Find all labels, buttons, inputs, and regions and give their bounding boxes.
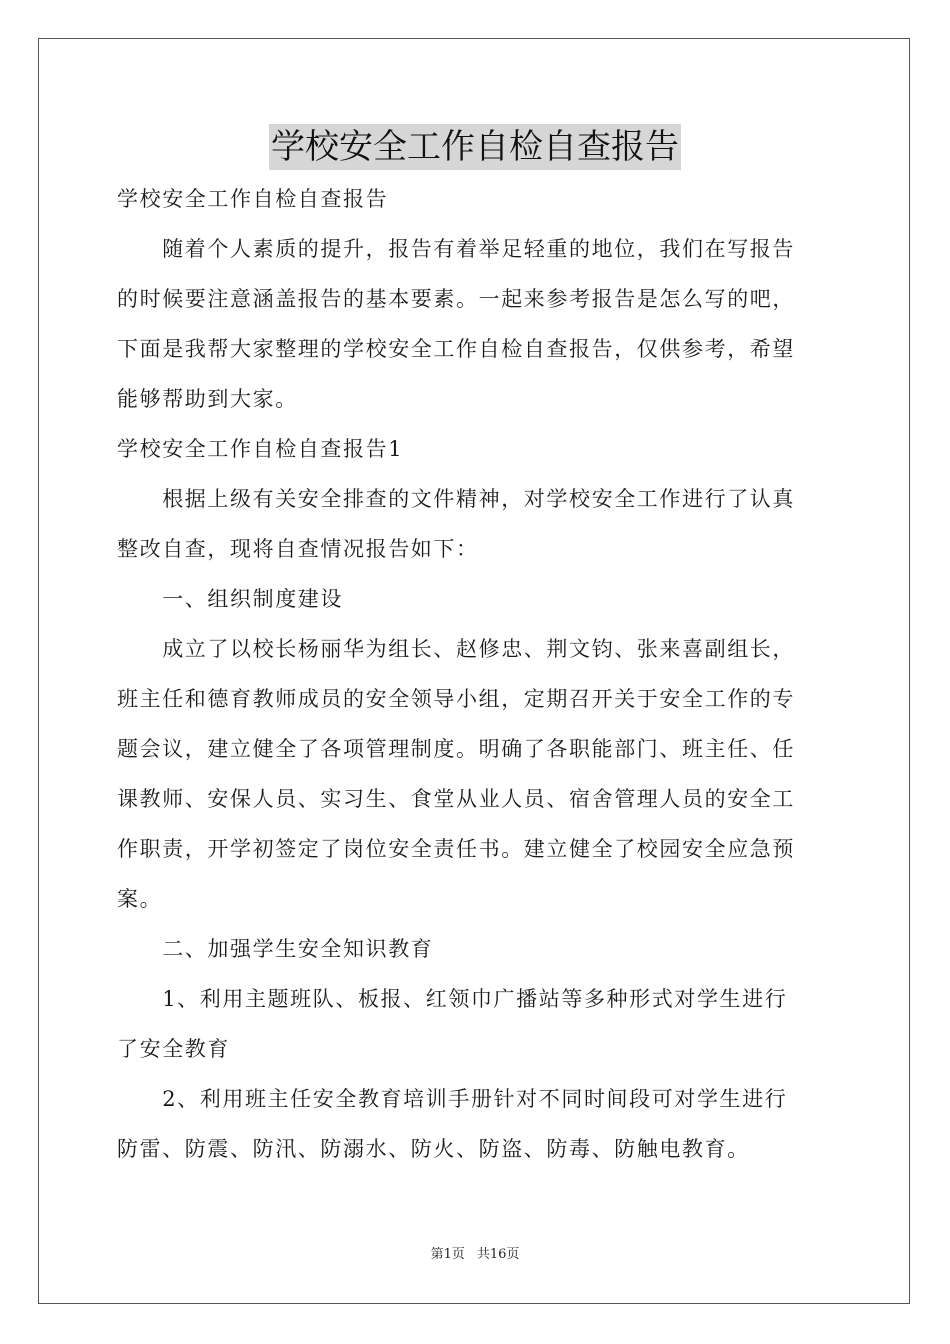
page-number: 第1页	[430, 1247, 465, 1262]
text-line: 成立了以校长杨丽华为组长、赵修忠、荆文钧、张来喜副组长，	[117, 637, 795, 661]
title-container	[0, 124, 950, 170]
text-line: 课教师、安保人员、实习生、食堂从业人员、宿舍管理人员的安全工	[117, 787, 795, 811]
page-footer	[0, 1246, 950, 1264]
text-line: 班主任和德育教师成员的安全领导小组，定期召开关于安全工作的专	[117, 687, 795, 711]
subsection-heading: 一、组织制度建设	[117, 587, 343, 611]
text-line: 防雷、防震、防汛、防溺水、防火、防盗、防毒、防触电教育。	[117, 1137, 750, 1161]
document-title: 学校安全工作自检自查报告	[269, 124, 681, 170]
page-total: 共16页	[476, 1247, 520, 1262]
section-heading: 学校安全工作自检自查报告1	[117, 437, 404, 461]
page-border	[38, 38, 910, 1304]
text-line: 能够帮助到大家。	[117, 387, 298, 411]
text-line: 作职责，开学初签定了岗位安全责任书。建立健全了校园安全应急预	[117, 837, 795, 861]
text-line: 学校安全工作自检自查报告	[117, 187, 389, 211]
text-line: 1、利用主题班队、板报、红领巾广播站等多种形式对学生进行	[117, 987, 788, 1011]
text-line: 题会议，建立健全了各项管理制度。明确了各职能部门、班主任、任	[117, 737, 795, 761]
text-line: 随着个人素质的提升，报告有着举足轻重的地位，我们在写报告	[117, 237, 795, 261]
text-line: 根据上级有关安全排查的文件精神，对学校安全工作进行了认真	[117, 487, 795, 511]
text-line: 下面是我帮大家整理的学校安全工作自检自查报告，仅供参考，希望	[117, 337, 795, 361]
text-line: 案。	[117, 887, 163, 911]
subsection-heading: 二、加强学生安全知识教育	[117, 937, 434, 961]
text-line: 整改自查，现将自查情况报告如下：	[117, 537, 479, 561]
text-line: 2、利用班主任安全教育培训手册针对不同时间段可对学生进行	[117, 1087, 788, 1111]
text-line: 的时候要注意涵盖报告的基本要素。一起来参考报告是怎么写的吧，	[117, 287, 795, 311]
text-line: 了安全教育	[117, 1037, 230, 1061]
